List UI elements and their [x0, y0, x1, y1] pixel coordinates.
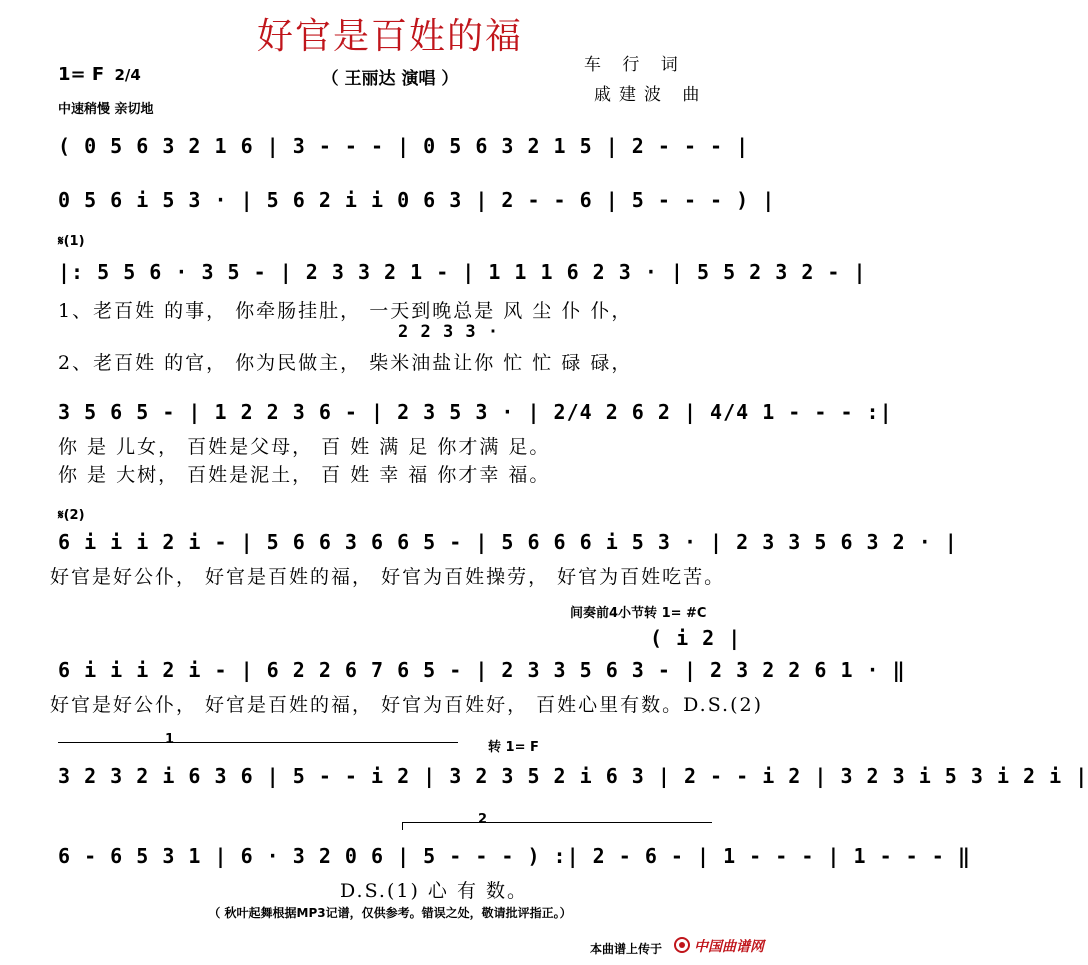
- score-row-1: ( 0 5 6 3 2 1 6 | 3 - - - | 0 5 6 3 2 1 5 | 2 - - - |: [58, 134, 750, 158]
- alt-notes: 2 2 3 3 ·: [398, 322, 500, 342]
- score-row-5: 6 i i i 2 i - | 5 6 6 3 6 6 5 - | 5 6 6 6 i 5 3 · | 2 3 3 5 6 3 2 · |: [58, 530, 958, 554]
- lyric-verse-1-b: 你 是 儿女， 百姓是父母， 百 姓 满 足 你才满 足。: [58, 436, 551, 458]
- lyric-verse-2-b: 你 是 大树， 百姓是泥土， 百 姓 幸 福 你才幸 福。: [58, 464, 551, 486]
- lyric-verse-2-a: 2、老百姓 的官， 你为民做主， 柴米油盐让你 忙 忙 碌 碌，: [58, 352, 633, 374]
- segno-2: 𝄋(2): [58, 508, 85, 523]
- lyric-verse-1-a: 1、老百姓 的事， 你牵肠挂肚， 一天到晚总是 风 尘 仆 仆，: [58, 300, 633, 322]
- site-logo-icon: [674, 937, 690, 953]
- tempo-marking: 中速稍慢 亲切地: [58, 102, 154, 117]
- site-name[interactable]: 中国曲谱网: [694, 939, 764, 955]
- score-row-2: 0 5 6 i 5 3 · | 5 6 2 i i 0 6 3 | 2 - - 6 | 5 - - - ) |: [58, 188, 776, 212]
- upload-text: 本曲谱上传于: [590, 942, 663, 956]
- key-signature: [58, 64, 141, 85]
- lyricist-credit: 车 行 词: [584, 55, 686, 75]
- score-row-6: 6 i i i 2 i - | 6 2 2 6 7 6 5 - | 2 3 3 5 6 3 - | 2 3 2 2 6 1 · ‖: [58, 658, 906, 682]
- modulation-note: 间奏前4小节转 1= #C: [570, 606, 707, 621]
- pickup-notes: ( i 2 |: [650, 626, 742, 650]
- transcription-note: （ 秋叶起舞根据MP3记谱，仅供参考。错误之处，敬请批评指正。）: [208, 906, 572, 920]
- score-row-4: 3 5 6 5 - | 1 2 2 3 6 - | 2 3 5 3 · | 2/4 2 6 2 | 4/4 1 - - - :|: [58, 400, 893, 424]
- score-row-3: |: 5 5 6 · 3 5 - | 2 3 3 2 1 - | 1 1 1 6 2 3 · | 5 5 2 3 2 - |: [58, 260, 867, 284]
- composer-credit: 戚建波 曲: [594, 85, 708, 105]
- time-signature: 2/4: [114, 66, 141, 84]
- singer-credit: （ 王丽达 演唱 ）: [321, 69, 459, 89]
- lyric-ending: D.S.(1) 心 有 数。: [340, 880, 529, 902]
- score-row-8: 6 - 6 5 3 1 | 6 · 3 2 0 6 | 5 - - - ) :| 2 - 6 - | 1 - - - | 1 - - - ‖: [58, 844, 971, 868]
- song-title: 好官是百姓的福: [256, 16, 523, 57]
- segno-1: 𝄋(1): [58, 234, 85, 249]
- volta-2-bracket: [402, 822, 712, 823]
- volta-2-label: 2: [478, 812, 488, 827]
- key-label: 1= F: [58, 64, 105, 85]
- volta-1-bracket: [58, 742, 458, 743]
- lyric-chorus-2: 好官是好公仆， 好官是百姓的福， 好官为百姓好， 百姓心里有数。D.S.(2): [50, 694, 764, 716]
- volta-1-label: 1: [165, 732, 175, 747]
- key-change: 转 1= F: [488, 740, 539, 755]
- lyric-chorus-1: 好官是好公仆， 好官是百姓的福， 好官为百姓操劳， 好官为百姓吃苦。: [50, 566, 726, 588]
- score-row-7: 3 2 3 2 i 6 3 6 | 5 - - i 2 | 3 2 3 5 2 i 6 3 | 2 - - i 2 | 3 2 3 i 5 3 i 2 i |: [58, 764, 1088, 788]
- volta-2-tick: [402, 822, 403, 830]
